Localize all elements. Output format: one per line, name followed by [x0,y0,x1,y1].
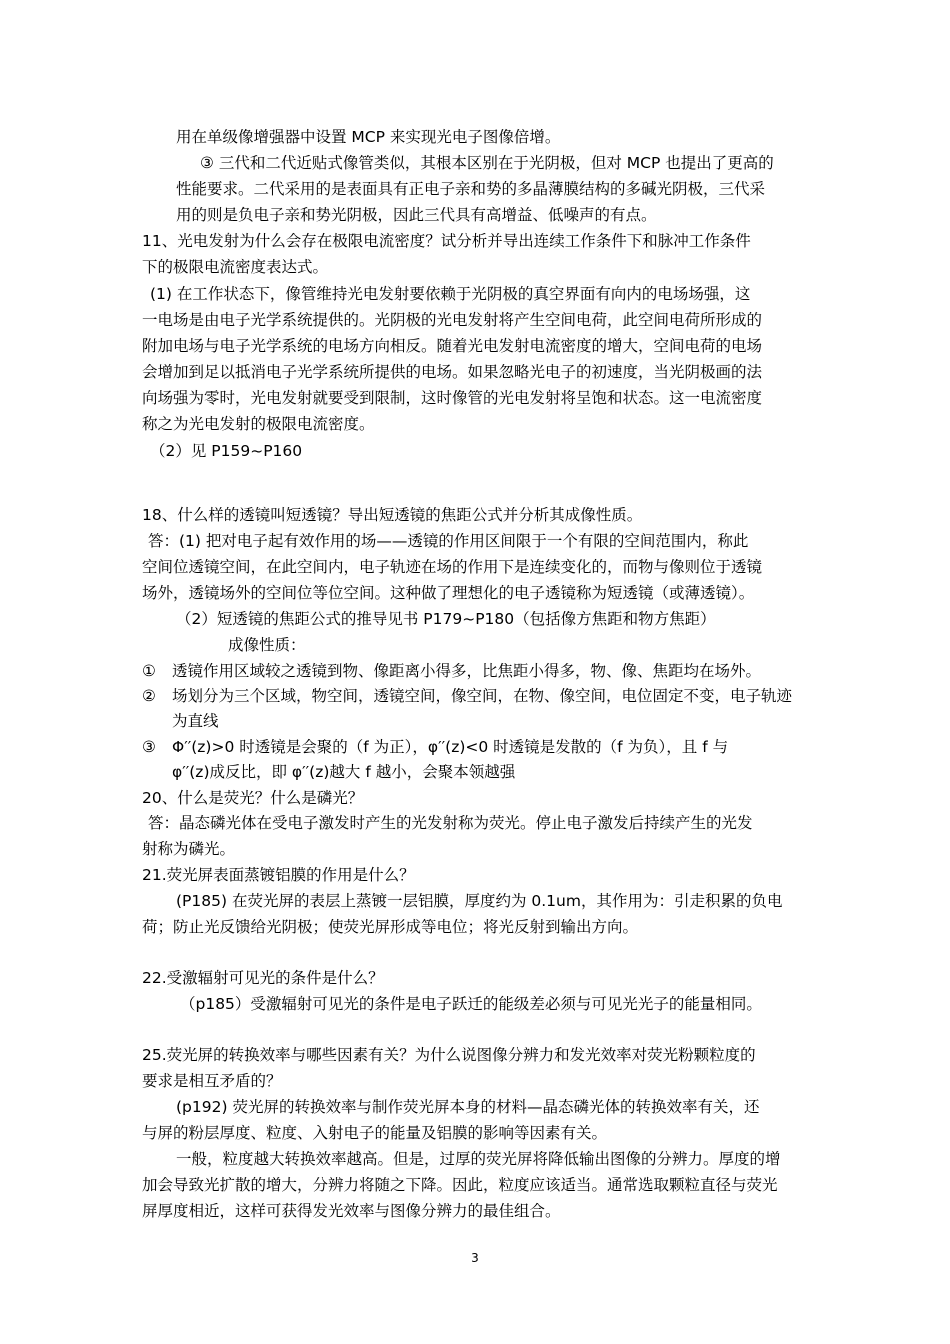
list-item: 场划分为三个区域，物空间，透镜空间，像空间，在物、像空间，电位固定不变，电子轨迹 [172,687,793,705]
question-21-heading: 21.荧光屏表面蒸镀铝膜的作用是什么？ [142,866,415,884]
text-line: 性能要求。二代采用的是表面具有正电子亲和势的多晶薄膜结构的多碱光阴极，三代采 [176,180,766,198]
page-number: 3 [471,1251,479,1265]
question-25-heading: 25.荧光屏的转换效率与哪些因素有关？为什么说图像分辨力和发光效率对荧光粉颗粒度的 [142,1046,756,1064]
text-line: 场外，透镜场外的空间位等位空间。这种做了理想化的电子透镜称为短透镜（或薄透镜）。 [142,584,755,602]
text-line: 加会导致光扩散的增大，分辨力将随之下降。因此，粒度应该适当。通常选取颗粒直径与荧光 [142,1176,778,1194]
text-line: （p185）受激辐射可见光的条件是电子跃迁的能级差必须与可见光光子的能量相同。 [180,995,762,1013]
text-line: 屏厚度相近，这样可获得发光效率与图像分辨力的最佳组合。 [142,1202,561,1220]
text-line: (1) 在工作状态下，像管维持光电发射要依赖于光阴极的真空界面有向内的电场场强，这 [150,285,751,303]
list-marker: ② [142,687,156,705]
list-marker: ③ [142,738,156,756]
text-line: 答：(1) 把对电子起有效作用的场——透镜的作用区间限于一个有限的空间范围内，称此 [148,532,749,550]
text-line: 空间位透镜空间，在此空间内，电子轨迹在场的作用下是连续变化的，而物与像则位于透镜 [142,558,763,576]
text-line: 射称为磷光。 [142,840,236,858]
text-line: （2）短透镜的焦距公式的推导见书 P179~P180（包括像方焦距和物方焦距） [176,610,716,628]
text-line: 用在单级像增强器中设置 MCP 来实现光电子图像倍增。 [176,128,561,146]
text-line: 附加电场与电子光学系统的电场方向相反。随着光电发射电流密度的增大，空间电荷的电场 [142,337,763,355]
text-line: 向场强为零时，光电发射就要受到限制，这时像管的光电发射将呈饱和状态。这一电流密度 [142,389,763,407]
text-line: 一般，粒度越大转换效率越高。但是，过厚的荧光屏将降低输出图像的分辨力。厚度的增 [176,1150,781,1168]
text-line: (p192) 荧光屏的转换效率与制作荧光屏本身的材料—晶态磷光体的转换效率有关，还 [176,1098,760,1116]
text-line: 成像性质： [228,636,306,654]
list-item-cont: φ′′(z)成反比，即 φ′′(z)越大 f 越小，会聚本领越强 [172,763,516,781]
text-line: （2）见 P159~P160 [150,442,303,460]
text-line: ③ 三代和二代近贴式像管类似，其根本区别在于光阴极，但对 MCP 也提出了更高的 [200,154,774,172]
question-11-heading-cont: 下的极限电流密度表达式。 [142,258,329,276]
list-item: Φ′′(z)>0 时透镜是会聚的（f 为正），φ′′(z)<0 时透镜是发散的（f 为负），且 f 与 [172,738,729,756]
text-line: 会增加到足以抵消电子光学系统所提供的电场。如果忽略光电子的初速度，当光阴极画的法 [142,363,763,381]
text-line: 称之为光电发射的极限电流密度。 [142,415,375,433]
question-20-heading: 20、什么是荧光？什么是磷光？ [142,789,364,807]
question-11-heading: 11、光电发射为什么会存在极限电流密度？试分析并导出连续工作条件下和脉冲工作条件 [142,232,751,250]
list-marker: ① [142,662,156,680]
question-25-heading-cont: 要求是相互矛盾的？ [142,1072,282,1090]
text-line: 与屏的粉层厚度、粒度、入射电子的能量及铝膜的影响等因素有关。 [142,1124,608,1142]
question-22-heading: 22.受激辐射可见光的条件是什么？ [142,969,384,987]
question-18-heading: 18、什么样的透镜叫短透镜？导出短透镜的焦距公式并分析其成像性质。 [142,506,643,524]
text-line: 荷；防止光反馈给光阴极；使荧光屏形成等电位；将光反射到输出方向。 [142,918,639,936]
text-line: 答：晶态磷光体在受电子激发时产生的光发射称为荧光。停止电子激发后持续产生的光发 [148,814,753,832]
list-item: 透镜作用区域较之透镜到物、像距离小得多，比焦距小得多，物、像、焦距均在场外。 [172,662,762,680]
list-item-cont: 为直线 [172,712,219,730]
text-line: (P185) 在荧光屏的表层上蒸镀一层铝膜，厚度约为 0.1um，其作用为：引走积累的负电 [176,892,783,910]
text-line: 一电场是由电子光学系统提供的。光阴极的光电发射将产生空间电荷，此空间电荷所形成的 [142,311,763,329]
text-line: 用的则是负电子亲和势光阴极，因此三代具有高增益、低噪声的有点。 [176,206,657,224]
